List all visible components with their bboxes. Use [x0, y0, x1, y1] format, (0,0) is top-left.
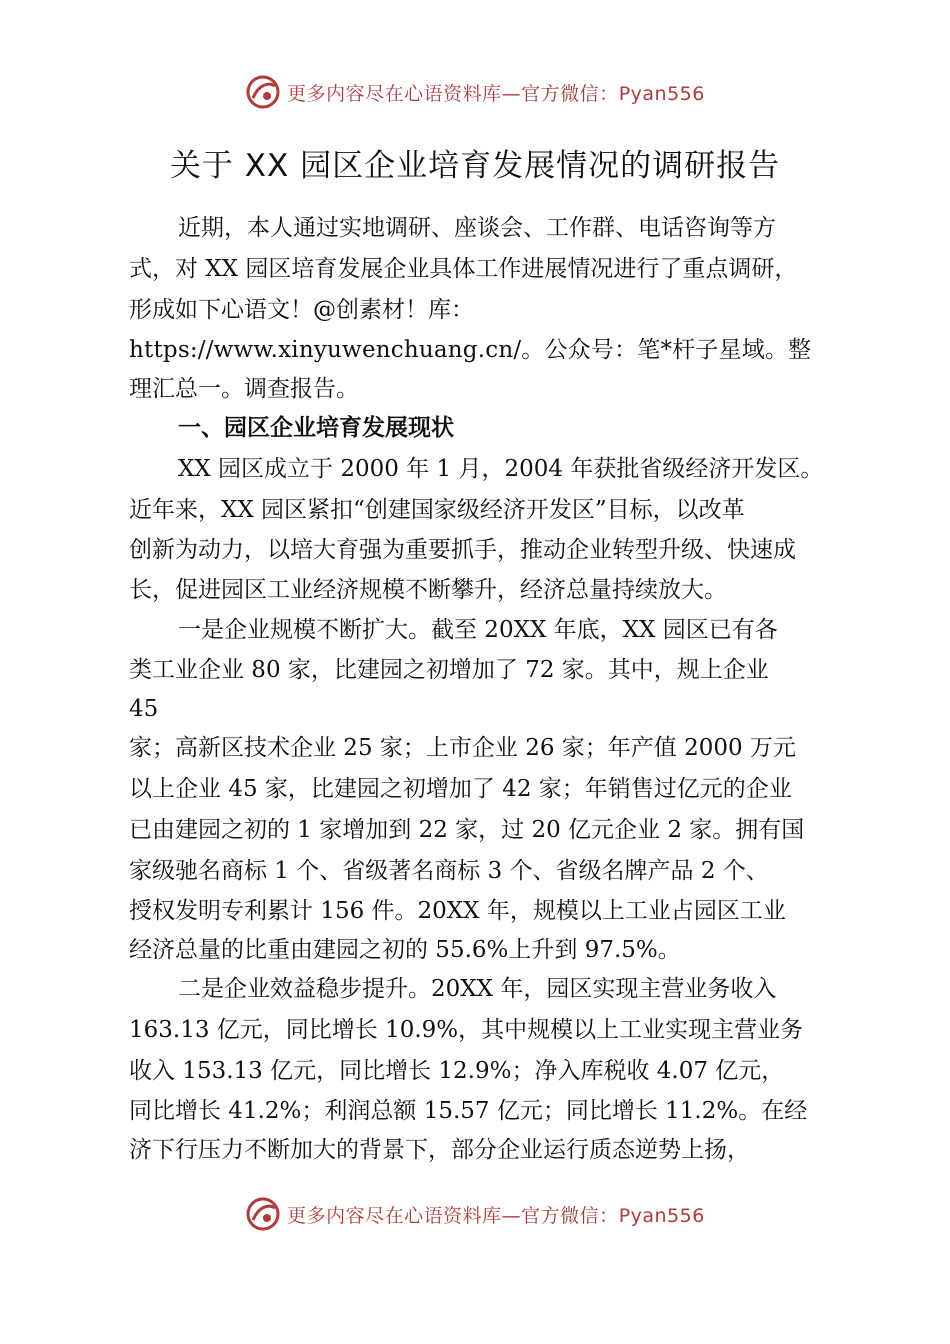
paragraph-line: 家；高新区技术企业 25 家；上市企业 26 家；年产值 2000 万元: [129, 735, 796, 761]
watermark-site: 更多内容尽在心语资料库: [287, 1204, 502, 1227]
watermark-site: 更多内容尽在心语资料库: [287, 82, 502, 105]
paragraph-line: 式，对 XX 园区培育发展企业具体工作进展情况进行了重点调研，: [129, 256, 798, 282]
watermark-dash: —: [501, 82, 522, 105]
paragraph-line: 163.13 亿元，同比增长 10.9%，其中规模以上工业实现主营业务: [129, 1017, 804, 1043]
document-title: 关于 XX 园区企业培育发展情况的调研报告: [169, 148, 781, 184]
paragraph-line: 已由建园之初的 1 家增加到 22 家，过 20 亿元企业 2 家。拥有国: [129, 817, 805, 843]
paragraph-line: 济下行压力不断加大的背景下，部分企业运行质态逆势上扬，: [129, 1137, 750, 1163]
paragraph-line: 45: [129, 696, 159, 722]
paragraph-line: https://www.xinyuwenchuang.cn/。公众号：笔*杆子星域。整: [129, 337, 812, 363]
watermark-text: [287, 1201, 705, 1228]
watermark-wechat-id: Pyan556: [618, 1204, 705, 1227]
paragraph-line: 同比增长 41.2%；利润总额 15.57 亿元；同比增长 11.2%。在经: [129, 1098, 808, 1124]
watermark-banner-top: [0, 72, 950, 112]
watermark-wechat-id: Pyan556: [618, 82, 705, 105]
paragraph-line: 授权发明专利累计 156 件。20XX 年，规模以上工业占园区工业: [129, 898, 786, 924]
watermark-logo-icon: [245, 1196, 281, 1232]
section-heading: 一、园区企业培育发展现状: [178, 415, 454, 441]
watermark-logo-icon: [245, 74, 281, 110]
watermark-banner-bottom: [0, 1194, 950, 1234]
paragraph-line: 经济总量的比重由建园之初的 55.6%上升到 97.5%。: [129, 937, 681, 963]
paragraph-line: 近年来，XX 园区紧扣“创建国家级经济开发区”目标，以改革: [129, 497, 745, 523]
watermark-wechat-label: 官方微信：: [521, 82, 619, 105]
paragraph-line: 一是企业规模不断扩大。截至 20XX 年底，XX 园区已有各: [178, 617, 778, 643]
paragraph-line: 以上企业 45 家，比建园之初增加了 42 家；年销售过亿元的企业: [129, 776, 792, 802]
paragraph-line: 收入 153.13 亿元，同比增长 12.9%；净入库税收 4.07 亿元，: [129, 1058, 785, 1084]
paragraph-line: 长，促进园区工业经济规模不断攀升，经济总量持续放大。: [129, 577, 727, 603]
watermark-text: [287, 79, 705, 106]
paragraph-line: 家级驰名商标 1 个、省级著名商标 3 个、省级名牌产品 2 个、: [129, 858, 769, 884]
paragraph-line: 创新为动力，以培大育强为重要抓手，推动企业转型升级、快速成: [129, 537, 796, 563]
watermark-wechat-label: 官方微信：: [521, 1204, 619, 1227]
paragraph-line: XX 园区成立于 2000 年 1 月，2004 年获批省级经济开发区。: [178, 456, 824, 482]
paragraph-line: 形成如下心语文！@创素材！库：: [129, 297, 474, 323]
paragraph-line: 理汇总一。调查报告。: [129, 376, 359, 402]
paragraph-line: 近期，本人通过实地调研、座谈会、工作群、电话咨询等方: [178, 215, 776, 241]
watermark-dash: —: [501, 1204, 522, 1227]
paragraph-line: 二是企业效益稳步提升。20XX 年，园区实现主营业务收入: [178, 976, 777, 1002]
paragraph-line: 类工业企业 80 家，比建园之初增加了 72 家。其中，规上企业: [129, 657, 769, 683]
